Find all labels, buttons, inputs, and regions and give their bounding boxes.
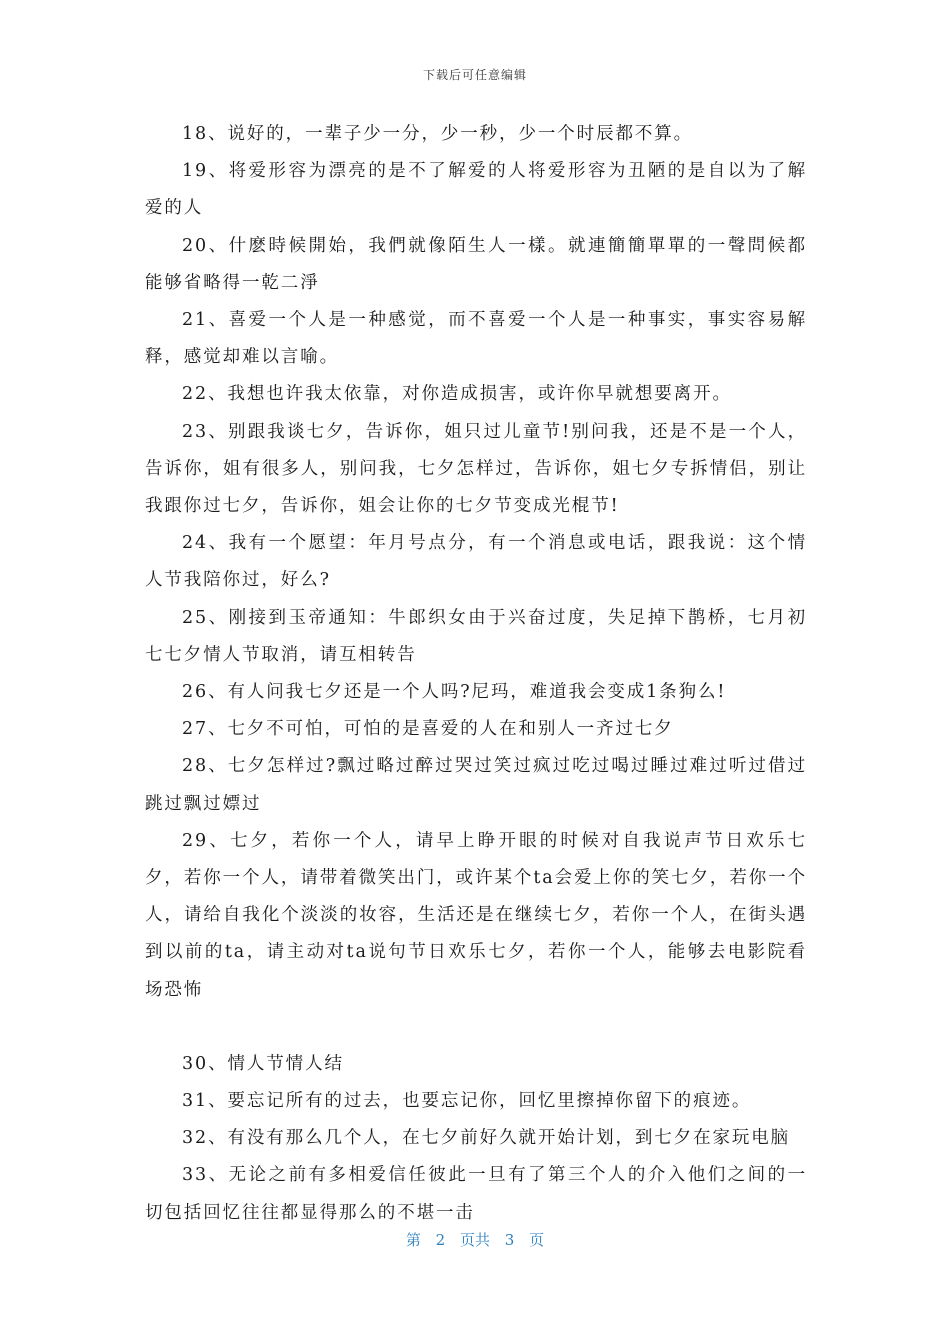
paragraph-29: 29、七夕，若你一个人，请早上睁开眼的时候对自我说声节日欢乐七夕，若你一个人，请带着微笑出门，或许某个ta会爱上你的笑七夕，若你一个人，请给自我化个淡淡的妆容，生活还是在继续七夕，若你一个人，在街头遇到以前的ta，请主动对ta说句节日欢乐七夕，若你一个人，能够去电影院看场恐怖 xyxy=(145,830,807,1000)
page-footer xyxy=(0,1229,950,1250)
paragraph-28: 28、七夕怎样过?飘过略过醉过哭过笑过疯过吃过喝过睡过难过听过借过跳过飘过嫖过 xyxy=(145,756,807,814)
page-label: 第 xyxy=(405,1231,421,1249)
page-header: 下载后可任意编辑 xyxy=(422,68,527,82)
page-suffix: 页 xyxy=(529,1231,545,1249)
paragraph-18: 18、说好的，一辈子少一分，少一秒，少一个时辰都不算。 xyxy=(182,124,694,144)
paragraph-32: 32、有没有那么几个人，在七夕前好久就开始计划，到七夕在家玩电脑 xyxy=(182,1128,791,1149)
paragraph-33: 33、无论之前有多相爱信任彼此一旦有了第三个人的介入他们之间的一切包括回忆往往都显得那么的不堪一击 xyxy=(145,1165,807,1223)
paragraph-23: 23、别跟我谈七夕，告诉你，姐只过儿童节!别问我，还是不是一个人，告诉你，姐有很多人，别问我，七夕怎样过，告诉你，姐七夕专拆情侣，别让我跟你过七夕，告诉你，姐会让你的七夕节变成光棍节! xyxy=(145,421,807,517)
paragraph-31: 31、要忘记所有的过去，也要忘记你，回忆里擦掉你留下的痕迹。 xyxy=(182,1091,752,1112)
paragraph-20: 20、什麽時候開始，我們就像陌生人一樣。就連簡簡單單的一聲問候都能够省略得一乾二淨 xyxy=(145,235,807,293)
paragraph-19: 19、将爱形容为漂亮的是不了解爱的人将爱形容为丑陋的是自以为了解爱的人 xyxy=(145,161,807,219)
paragraph-26: 26、有人问我七夕还是一个人吗?尼玛，难道我会变成1条狗么! xyxy=(182,682,727,703)
paragraph-25: 25、刚接到玉帝通知：牛郎织女由于兴奋过度，失足掉下鹊桥，七月初七七夕情人节取消，请互相转告 xyxy=(145,607,807,665)
paragraph-30: 30、情人节情人结 xyxy=(182,1053,344,1074)
current-page-number: 2 xyxy=(435,1231,446,1249)
document-body xyxy=(145,116,807,1232)
paragraph-27: 27、七夕不可怕，可怕的是喜爱的人在和别人一齐过七夕 xyxy=(182,719,674,740)
total-label: 页共 xyxy=(459,1231,490,1249)
paragraph-24: 24、我有一个愿望：年月号点分，有一个消息或电话，跟我说：这个情人节我陪你过，好么? xyxy=(145,533,807,591)
paragraph-22: 22、我想也许我太依靠，对你造成损害，或许你早就想要离开。 xyxy=(182,384,732,405)
total-pages-number: 3 xyxy=(504,1231,515,1249)
blank-line xyxy=(145,1009,807,1046)
paragraph-21: 21、喜爱一个人是一种感觉，而不喜爱一个人是一种事实，事实容易解释，感觉却难以言喻。 xyxy=(145,310,807,368)
